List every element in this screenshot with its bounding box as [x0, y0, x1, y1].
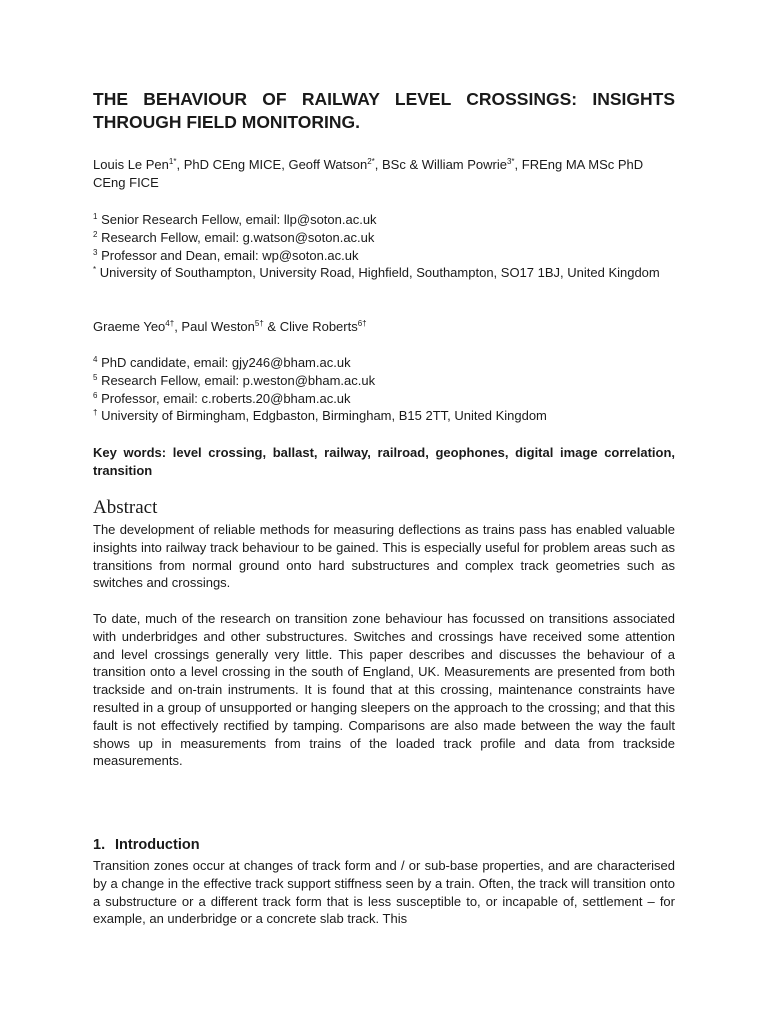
author-name: Paul Weston	[181, 319, 255, 334]
affiliation-line	[93, 390, 675, 408]
affiliation-marker: *	[93, 265, 97, 275]
author-list-birmingham	[93, 318, 675, 336]
affiliation-text: University of Birmingham, Edgbaston, Birmingham, B15 2TT, United Kingdom	[97, 408, 547, 424]
author-marker: 2*	[367, 157, 375, 166]
affiliation-line	[93, 229, 675, 247]
author-separator: &	[263, 319, 280, 334]
author-marker: 4†	[165, 319, 175, 328]
affiliation-marker: 5	[93, 372, 98, 382]
author-name: Geoff Watson	[288, 157, 368, 172]
abstract-paragraph-1: The development of reliable methods for measuring deflections as trains pass has enabled valuable insights into railway track behaviour to be gained. This is especially useful for problem areas such as transitions from normal ground onto hard substructures and complex track geometries such as switches and crossings.	[93, 522, 675, 591]
affiliation-text: Senior Research Fellow, email: llp@soton.ac.uk	[97, 212, 377, 227]
abstract-heading: Abstract	[93, 497, 158, 518]
author-credentials: , FREng MA MSc PhD CEng FICE	[93, 157, 644, 190]
affiliation-text: Professor, email: c.roberts.20@bham.ac.uk	[97, 390, 351, 406]
author-name: Clive Roberts	[279, 319, 358, 334]
author-credentials: , PhD CEng MICE,	[176, 157, 289, 172]
author-name: William Powrie	[421, 157, 507, 172]
introduction-paragraph-1: Transition zones occur at changes of track form and / or sub-base properties, and are characterised by a change in the effective track support stiffness seen by a train. Often, the track will transition onto a substructure or a different track form that is less susceptible to, or incapable of, settlement – for example, an underbridge or a concrete slab track. This	[93, 858, 675, 927]
author-name: Louis Le Pen	[93, 157, 169, 172]
affiliation-marker: 6	[93, 390, 98, 400]
affiliation-text: Research Fellow, email: g.watson@soton.ac.uk	[97, 229, 375, 245]
affiliations-southampton	[93, 211, 675, 282]
author-marker: 6†	[357, 319, 367, 328]
affiliation-line	[93, 211, 675, 229]
affiliation-marker: 3	[93, 247, 98, 257]
author-name: Graeme Yeo	[93, 319, 166, 334]
author-marker: 3*	[506, 157, 515, 166]
affiliation-line	[93, 247, 675, 265]
affiliation-text: PhD candidate, email: gjy246@bham.ac.uk	[97, 355, 351, 370]
affiliation-marker: †	[93, 408, 98, 418]
author-separator: ,	[174, 319, 182, 334]
affiliation-line	[93, 372, 675, 390]
affiliations-birmingham	[93, 354, 675, 425]
affiliation-marker: 1	[93, 212, 98, 221]
paper-title: THE BEHAVIOUR OF RAILWAY LEVEL CROSSINGS: INSIGHTS THROUGH FIELD MONITORING.	[93, 89, 675, 132]
affiliation-line	[93, 264, 675, 282]
author-marker: 5†	[254, 319, 264, 328]
abstract-paragraph-2: To date, much of the research on transition zone behaviour has focussed on transitions associated with underbridges and other substructures. Switches and crossings have received some attention and level crossings generally very little. This paper describes and discusses the behaviour of a transition onto a level crossing in the south of England, UK. Measurements are presented from both trackside and on-train instruments. It is found that at this crossing, maintenance constraints have resulted in a group of unsupported or hanging sleepers on the approach to the crossing; and that this fault is not effectively rectified by tamping. Comparisons are also made between the way the fault shows up in measurements from trains of the loaded track profile and data from trackside measurements.	[93, 611, 675, 769]
affiliation-text: Research Fellow, email: p.weston@bham.ac.uk	[97, 372, 376, 388]
author-list-southampton	[93, 156, 675, 192]
author-marker: 1*	[168, 157, 177, 166]
section-title: Introduction	[115, 837, 200, 853]
keywords: Key words: level crossing, ballast, railway, railroad, geophones, digital image correlation, transition	[93, 445, 675, 478]
affiliation-text: University of Southampton, University Road, Highfield, Southampton, SO17 1BJ, United Kingdom	[96, 265, 660, 281]
introduction-heading	[93, 836, 675, 854]
author-credentials: , BSc &	[374, 157, 422, 172]
affiliation-text: Professor and Dean, email: wp@soton.ac.uk	[97, 247, 359, 263]
affiliation-line	[93, 354, 675, 372]
affiliation-marker: 2	[93, 229, 98, 239]
section-number: 1.	[93, 837, 106, 853]
affiliation-marker: 4	[93, 355, 98, 364]
affiliation-line	[93, 407, 675, 425]
